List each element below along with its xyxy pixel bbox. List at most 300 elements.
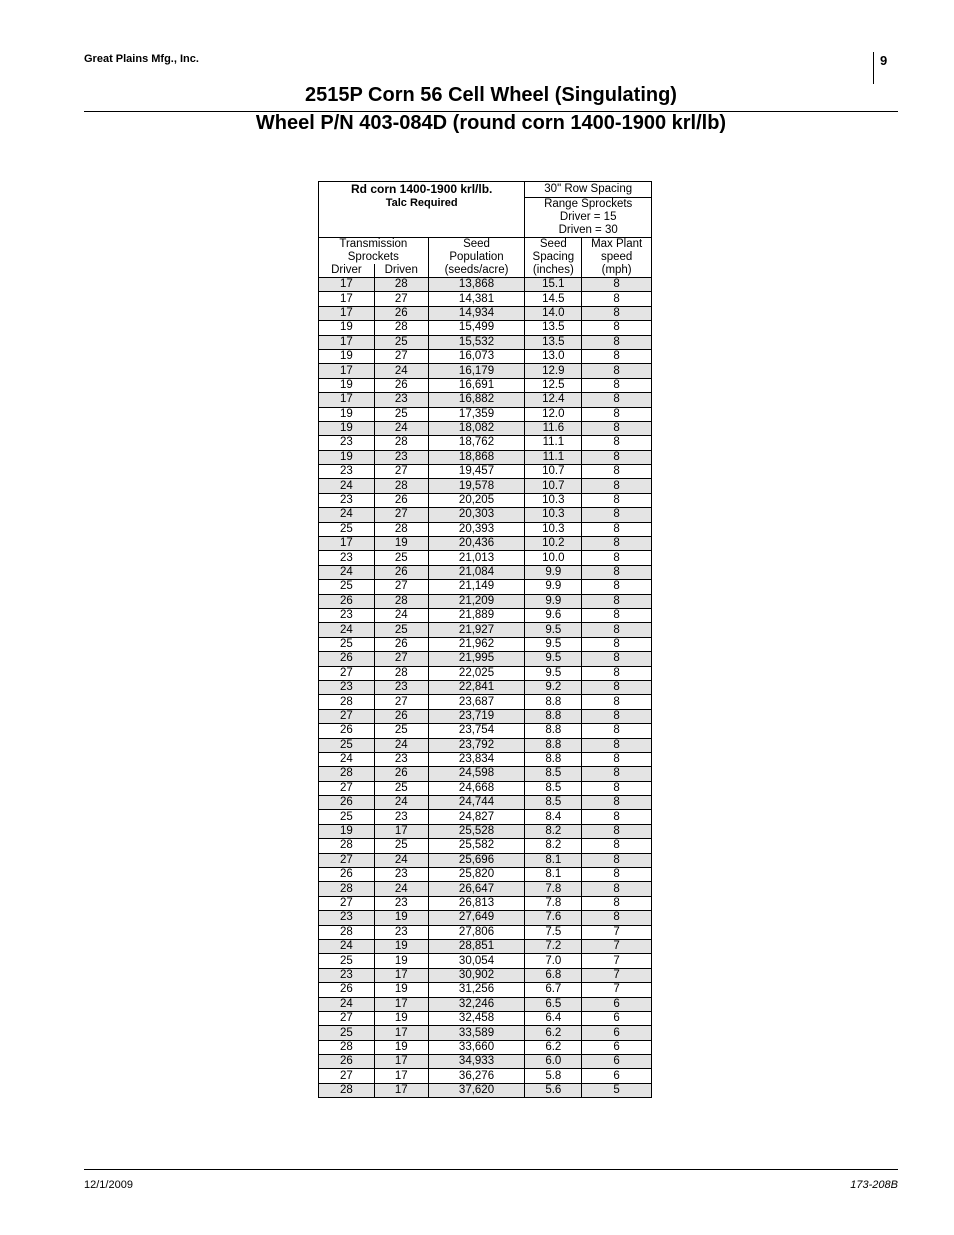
driven-cell: 25 (374, 551, 428, 565)
driven-cell: 27 (374, 465, 428, 479)
driven-cell: 28 (374, 666, 428, 680)
driver-cell: 26 (319, 724, 375, 738)
table-row (319, 695, 652, 709)
driver-cell: 24 (319, 997, 375, 1011)
population-cell: 34,933 (428, 1055, 525, 1069)
population-cell: 21,995 (428, 652, 525, 666)
speed-cell: 8 (582, 724, 652, 738)
driver-cell: 19 (319, 321, 375, 335)
population-header-line1: Seed (463, 238, 490, 250)
driver-cell: 23 (319, 493, 375, 507)
speed-cell: 8 (582, 911, 652, 925)
driven-cell: 23 (374, 925, 428, 939)
population-cell: 32,458 (428, 1011, 525, 1025)
population-cell: 21,149 (428, 580, 525, 594)
speed-cell: 6 (582, 1069, 652, 1083)
speed-cell: 8 (582, 882, 652, 896)
speed-cell: 8 (582, 580, 652, 594)
population-cell: 26,813 (428, 896, 525, 910)
speed-cell: 8 (582, 738, 652, 752)
table-row (319, 868, 652, 882)
driver-cell: 26 (319, 796, 375, 810)
speed-cell: 8 (582, 839, 652, 853)
population-cell: 33,660 (428, 1040, 525, 1054)
population-cell: 21,084 (428, 565, 525, 579)
speed-cell: 8 (582, 695, 652, 709)
driven-cell: 19 (374, 537, 428, 551)
spacing-cell: 12.5 (525, 378, 582, 392)
driver-cell: 26 (319, 652, 375, 666)
driver-cell: 19 (319, 450, 375, 464)
population-cell: 16,073 (428, 349, 525, 363)
driver-cell: 23 (319, 436, 375, 450)
spacing-cell: 15.1 (525, 278, 582, 292)
driven-cell: 25 (374, 335, 428, 349)
driver-cell: 25 (319, 580, 375, 594)
driver-cell: 23 (319, 968, 375, 982)
spacing-cell: 9.2 (525, 680, 582, 694)
table-row (319, 623, 652, 637)
population-cell: 22,841 (428, 680, 525, 694)
driven-cell: 25 (374, 724, 428, 738)
speed-cell: 8 (582, 896, 652, 910)
spacing-cell: 8.8 (525, 724, 582, 738)
table-row (319, 767, 652, 781)
driver-cell: 19 (319, 349, 375, 363)
speed-cell: 8 (582, 781, 652, 795)
speed-cell: 8 (582, 608, 652, 622)
table-row (319, 479, 652, 493)
population-cell: 36,276 (428, 1069, 525, 1083)
table-row (319, 1055, 652, 1069)
driven-cell: 28 (374, 278, 428, 292)
driven-cell: 28 (374, 479, 428, 493)
driver-cell: 23 (319, 551, 375, 565)
speed-cell: 8 (582, 623, 652, 637)
driver-cell: 17 (319, 335, 375, 349)
spacing-cell: 9.9 (525, 580, 582, 594)
driven-cell: 26 (374, 565, 428, 579)
table-row (319, 853, 652, 867)
population-cell: 20,436 (428, 537, 525, 551)
population-cell: 24,827 (428, 810, 525, 824)
population-cell: 15,499 (428, 321, 525, 335)
population-cell: 24,668 (428, 781, 525, 795)
speed-cell: 8 (582, 666, 652, 680)
driver-cell: 28 (319, 882, 375, 896)
driver-cell: 17 (319, 364, 375, 378)
table-row (319, 421, 652, 435)
driver-cell: 27 (319, 709, 375, 723)
speed-header (582, 238, 652, 278)
population-cell: 22,025 (428, 666, 525, 680)
range-driven: Driven = 30 (558, 224, 618, 236)
table-row (319, 637, 652, 651)
spacing-cell: 13.0 (525, 349, 582, 363)
table-row (319, 824, 652, 838)
population-cell: 16,882 (428, 393, 525, 407)
spacing-cell: 12.0 (525, 407, 582, 421)
speed-cell: 8 (582, 335, 652, 349)
population-cell: 27,649 (428, 911, 525, 925)
table-row (319, 465, 652, 479)
driven-cell: 25 (374, 407, 428, 421)
speed-cell: 8 (582, 436, 652, 450)
speed-cell: 8 (582, 680, 652, 694)
speed-cell: 6 (582, 1040, 652, 1054)
driven-cell: 26 (374, 306, 428, 320)
table-row (319, 594, 652, 608)
driven-cell: 25 (374, 623, 428, 637)
driven-cell: 17 (374, 997, 428, 1011)
driver-header: Driver (319, 264, 375, 278)
driven-cell: 26 (374, 378, 428, 392)
speed-cell: 8 (582, 537, 652, 551)
footer-rule (84, 1169, 898, 1170)
speed-cell: 8 (582, 767, 652, 781)
driven-cell: 24 (374, 853, 428, 867)
driver-cell: 17 (319, 292, 375, 306)
spacing-cell: 9.9 (525, 594, 582, 608)
speed-cell: 6 (582, 1011, 652, 1025)
spacing-cell: 13.5 (525, 335, 582, 349)
spacing-cell: 7.5 (525, 925, 582, 939)
table-row (319, 1083, 652, 1097)
driven-cell: 27 (374, 580, 428, 594)
publish-date: 12/1/2009 (84, 1179, 133, 1191)
driver-cell: 17 (319, 537, 375, 551)
driver-cell: 28 (319, 767, 375, 781)
driven-cell: 23 (374, 896, 428, 910)
table-row (319, 810, 652, 824)
table-row (319, 378, 652, 392)
population-cell: 24,744 (428, 796, 525, 810)
driven-cell: 23 (374, 393, 428, 407)
speed-cell: 8 (582, 421, 652, 435)
speed-cell: 8 (582, 752, 652, 766)
spacing-cell: 10.0 (525, 551, 582, 565)
driver-cell: 28 (319, 839, 375, 853)
speed-cell: 7 (582, 925, 652, 939)
population-cell: 26,647 (428, 882, 525, 896)
population-header (428, 238, 525, 278)
spacing-cell: 9.9 (525, 565, 582, 579)
seed-rate-rows (319, 278, 652, 1098)
population-cell: 28,851 (428, 939, 525, 953)
driven-cell: 23 (374, 868, 428, 882)
driver-cell: 26 (319, 1055, 375, 1069)
table-row (319, 1011, 652, 1025)
driver-cell: 25 (319, 637, 375, 651)
table-row (319, 680, 652, 694)
population-cell: 25,696 (428, 853, 525, 867)
driven-cell: 24 (374, 608, 428, 622)
driver-cell: 23 (319, 465, 375, 479)
table-row (319, 278, 652, 292)
speed-cell: 8 (582, 378, 652, 392)
table-row (319, 335, 652, 349)
driver-cell: 24 (319, 752, 375, 766)
population-cell: 18,082 (428, 421, 525, 435)
table-row (319, 508, 652, 522)
seed-rate-table (318, 181, 652, 1098)
table-row (319, 551, 652, 565)
range-sprockets-label: Range Sprockets (544, 198, 633, 210)
range-driver: Driver = 15 (559, 211, 617, 223)
speed-cell: 8 (582, 450, 652, 464)
spacing-cell: 8.2 (525, 824, 582, 838)
driven-cell: 24 (374, 421, 428, 435)
population-cell: 30,054 (428, 954, 525, 968)
page-number-divider (873, 52, 874, 84)
spacing-cell: 7.6 (525, 911, 582, 925)
speed-cell: 8 (582, 565, 652, 579)
speed-cell: 8 (582, 292, 652, 306)
table-row (319, 652, 652, 666)
spacing-cell: 8.5 (525, 796, 582, 810)
transmission-header-line2: Sprockets (347, 251, 399, 263)
spacing-cell: 8.8 (525, 709, 582, 723)
spacing-cell: 8.2 (525, 839, 582, 853)
table-row (319, 565, 652, 579)
speed-cell: 7 (582, 983, 652, 997)
spacing-header-line2: Spacing (532, 251, 575, 263)
population-cell: 27,806 (428, 925, 525, 939)
speed-cell: 6 (582, 1055, 652, 1069)
company-name: Great Plains Mfg., Inc. (84, 53, 199, 65)
driven-cell: 26 (374, 767, 428, 781)
driver-cell: 26 (319, 868, 375, 882)
page-subtitle: Wheel P/N 403-084D (round corn 1400-1900 krl/lb) (255, 112, 727, 134)
driven-cell: 26 (374, 709, 428, 723)
population-cell: 25,820 (428, 868, 525, 882)
driver-cell: 19 (319, 824, 375, 838)
table-row (319, 450, 652, 464)
driver-cell: 24 (319, 565, 375, 579)
table-row (319, 493, 652, 507)
speed-cell: 8 (582, 393, 652, 407)
spacing-cell: 11.1 (525, 450, 582, 464)
speed-cell: 5 (582, 1083, 652, 1097)
table-row (319, 882, 652, 896)
driver-cell: 25 (319, 1026, 375, 1040)
population-cell: 23,719 (428, 709, 525, 723)
population-cell: 21,889 (428, 608, 525, 622)
driven-cell: 24 (374, 882, 428, 896)
spacing-cell: 11.1 (525, 436, 582, 450)
spacing-cell: 7.8 (525, 882, 582, 896)
population-cell: 19,457 (428, 465, 525, 479)
driver-cell: 23 (319, 608, 375, 622)
table-row (319, 407, 652, 421)
driven-cell: 28 (374, 321, 428, 335)
driven-cell: 19 (374, 1011, 428, 1025)
driver-cell: 24 (319, 623, 375, 637)
table-row (319, 393, 652, 407)
driven-cell: 17 (374, 824, 428, 838)
population-cell: 20,303 (428, 508, 525, 522)
speed-cell: 8 (582, 493, 652, 507)
table-row (319, 666, 652, 680)
speed-header-line1: Max Plant (591, 238, 643, 250)
speed-cell: 8 (582, 551, 652, 565)
population-cell: 21,013 (428, 551, 525, 565)
spacing-cell: 8.5 (525, 767, 582, 781)
speed-cell: 8 (582, 407, 652, 421)
spacing-cell: 6.8 (525, 968, 582, 982)
table-row (319, 724, 652, 738)
population-cell: 20,393 (428, 522, 525, 536)
driver-cell: 19 (319, 421, 375, 435)
speed-cell: 8 (582, 479, 652, 493)
table-row (319, 349, 652, 363)
driven-cell: 27 (374, 292, 428, 306)
table-row (319, 364, 652, 378)
page-number: 9 (880, 53, 888, 68)
table-row (319, 911, 652, 925)
driver-cell: 27 (319, 781, 375, 795)
speed-cell: 8 (582, 364, 652, 378)
driver-cell: 24 (319, 939, 375, 953)
spacing-cell: 14.5 (525, 292, 582, 306)
speed-cell: 7 (582, 954, 652, 968)
speed-cell: 6 (582, 1026, 652, 1040)
driven-cell: 26 (374, 637, 428, 651)
spacing-cell: 6.2 (525, 1026, 582, 1040)
spacing-cell: 8.8 (525, 752, 582, 766)
spacing-cell: 9.5 (525, 623, 582, 637)
population-cell: 18,762 (428, 436, 525, 450)
driver-cell: 23 (319, 680, 375, 694)
spacing-cell: 7.0 (525, 954, 582, 968)
spacing-cell: 9.6 (525, 608, 582, 622)
population-cell: 13,868 (428, 278, 525, 292)
document-number: 173-208B (850, 1179, 898, 1191)
speed-cell: 8 (582, 278, 652, 292)
speed-header-line2: speed (600, 251, 633, 263)
population-cell: 25,528 (428, 824, 525, 838)
driven-cell: 27 (374, 695, 428, 709)
page-title: 2515P Corn 56 Cell Wheel (Singulating) (305, 84, 677, 106)
driver-cell: 25 (319, 810, 375, 824)
driven-cell: 25 (374, 781, 428, 795)
driven-cell: 19 (374, 983, 428, 997)
speed-cell: 8 (582, 522, 652, 536)
population-cell: 32,246 (428, 997, 525, 1011)
table-row (319, 925, 652, 939)
speed-cell: 7 (582, 968, 652, 982)
driven-cell: 19 (374, 939, 428, 953)
speed-cell: 8 (582, 824, 652, 838)
spacing-cell: 7.2 (525, 939, 582, 953)
table-row (319, 537, 652, 551)
driven-cell: 17 (374, 1026, 428, 1040)
spacing-cell: 10.3 (525, 493, 582, 507)
table-row (319, 522, 652, 536)
driver-cell: 28 (319, 1083, 375, 1097)
table-row (319, 954, 652, 968)
table-row (319, 709, 652, 723)
spacing-cell: 8.4 (525, 810, 582, 824)
table-row (319, 608, 652, 622)
driven-cell: 23 (374, 680, 428, 694)
population-cell: 31,256 (428, 983, 525, 997)
population-cell: 33,589 (428, 1026, 525, 1040)
driven-cell: 27 (374, 652, 428, 666)
table-row (319, 321, 652, 335)
spacing-cell: 6.4 (525, 1011, 582, 1025)
transmission-header-line1: Transmission (339, 238, 408, 250)
spacing-cell: 6.5 (525, 997, 582, 1011)
speed-cell: 8 (582, 321, 652, 335)
spacing-cell: 9.5 (525, 666, 582, 680)
table-row (319, 580, 652, 594)
driver-cell: 19 (319, 378, 375, 392)
driven-cell: 23 (374, 752, 428, 766)
table-row (319, 997, 652, 1011)
population-cell: 23,687 (428, 695, 525, 709)
table-row (319, 1069, 652, 1083)
table-row (319, 896, 652, 910)
spacing-cell: 9.5 (525, 652, 582, 666)
speed-cell: 8 (582, 349, 652, 363)
driven-cell: 23 (374, 810, 428, 824)
speed-header-line3: (mph) (601, 264, 632, 276)
spacing-cell: 8.8 (525, 738, 582, 752)
population-cell: 18,868 (428, 450, 525, 464)
driver-cell: 24 (319, 479, 375, 493)
driver-cell: 23 (319, 911, 375, 925)
range-sprockets-cell (525, 198, 652, 238)
speed-cell: 7 (582, 939, 652, 953)
speed-cell: 8 (582, 652, 652, 666)
spacing-cell: 10.7 (525, 465, 582, 479)
population-cell: 16,691 (428, 378, 525, 392)
spacing-cell: 10.3 (525, 508, 582, 522)
spacing-cell: 12.9 (525, 364, 582, 378)
table-row (319, 796, 652, 810)
spacing-cell: 14.0 (525, 306, 582, 320)
seed-type-cell (319, 182, 525, 238)
population-cell: 15,532 (428, 335, 525, 349)
driven-cell: 28 (374, 522, 428, 536)
driven-cell: 24 (374, 364, 428, 378)
driven-cell: 19 (374, 1040, 428, 1054)
speed-cell: 8 (582, 594, 652, 608)
population-cell: 20,205 (428, 493, 525, 507)
population-cell: 16,179 (428, 364, 525, 378)
table-row (319, 939, 652, 953)
driven-cell: 19 (374, 911, 428, 925)
spacing-cell: 10.7 (525, 479, 582, 493)
population-cell: 37,620 (428, 1083, 525, 1097)
spacing-cell: 13.5 (525, 321, 582, 335)
population-header-line3: (seeds/acre) (444, 264, 509, 276)
population-cell: 23,754 (428, 724, 525, 738)
population-cell: 23,834 (428, 752, 525, 766)
table-row (319, 1026, 652, 1040)
driven-cell: 17 (374, 1069, 428, 1083)
spacing-cell: 10.3 (525, 522, 582, 536)
driver-cell: 27 (319, 896, 375, 910)
driver-cell: 26 (319, 983, 375, 997)
spacing-cell: 5.8 (525, 1069, 582, 1083)
table-row (319, 306, 652, 320)
spacing-cell: 6.0 (525, 1055, 582, 1069)
driven-cell: 24 (374, 796, 428, 810)
driver-cell: 27 (319, 853, 375, 867)
speed-cell: 8 (582, 465, 652, 479)
